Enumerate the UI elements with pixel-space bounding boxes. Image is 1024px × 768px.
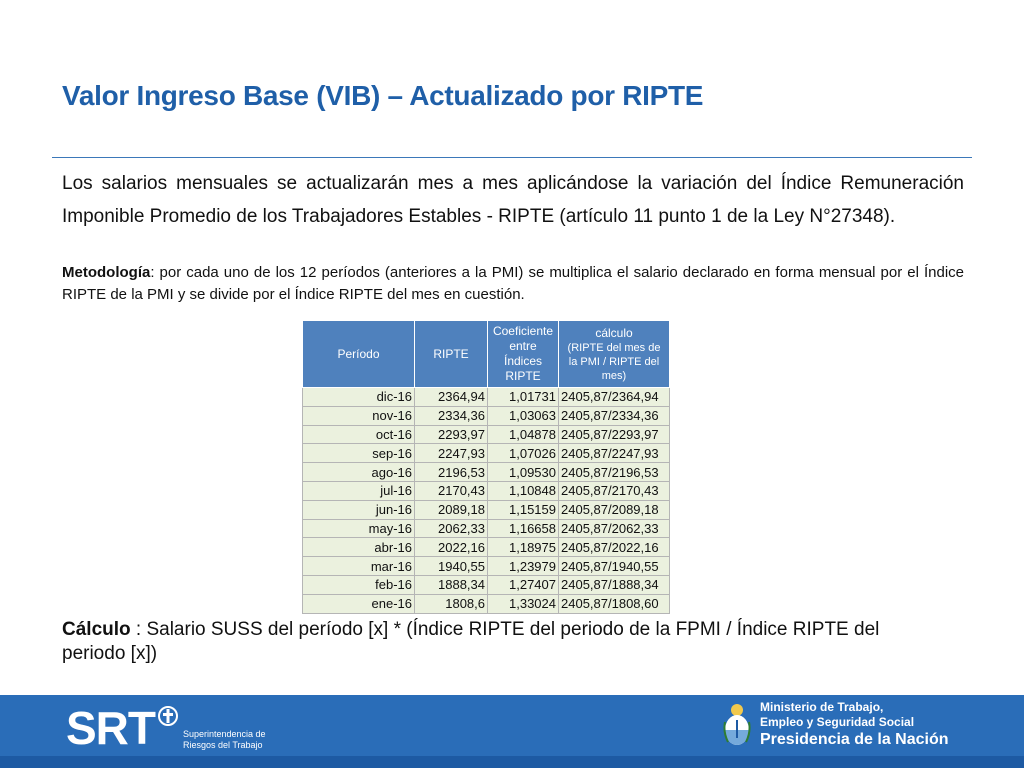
header-coeficiente (488, 321, 559, 388)
table-row (303, 481, 670, 500)
srt-logo (66, 703, 266, 753)
title-divider (52, 157, 972, 158)
table-row (303, 519, 670, 538)
cell-coeficiente: 1,07026 (488, 444, 559, 463)
cell-periodo: jun-16 (303, 500, 415, 519)
cell-ripte: 2364,94 (415, 388, 488, 407)
header-calculo-sub: (RIPTE del mes de (567, 341, 661, 354)
cell-calculo: 2405,87/2247,93 (559, 444, 670, 463)
cell-periodo: dic-16 (303, 388, 415, 407)
cell-coeficiente: 1,03063 (488, 406, 559, 425)
cell-periodo: oct-16 (303, 425, 415, 444)
cell-periodo: nov-16 (303, 406, 415, 425)
cell-calculo: 2405,87/1808,60 (559, 594, 670, 613)
ministry-line-3: Presidencia de la Nación (760, 731, 949, 748)
footer-bottom-strip (0, 756, 1024, 768)
cell-ripte: 2334,36 (415, 406, 488, 425)
srt-sub-line: Riesgos del Trabajo (183, 740, 263, 750)
table-row (303, 500, 670, 519)
cell-ripte: 2196,53 (415, 463, 488, 482)
cell-periodo: ago-16 (303, 463, 415, 482)
cell-coeficiente: 1,16658 (488, 519, 559, 538)
calc-label: Cálculo (62, 619, 131, 640)
header-ripte: RIPTE (415, 321, 488, 388)
cell-calculo: 2405,87/2170,43 (559, 481, 670, 500)
cell-periodo: feb-16 (303, 575, 415, 594)
cell-coeficiente: 1,15159 (488, 500, 559, 519)
cell-calculo: 2405,87/2089,18 (559, 500, 670, 519)
cell-coeficiente: 1,01731 (488, 388, 559, 407)
cell-ripte: 2022,16 (415, 538, 488, 557)
table-row (303, 594, 670, 613)
cell-ripte: 2062,33 (415, 519, 488, 538)
ministry-line-1: Ministerio de Trabajo, (760, 700, 884, 714)
header-calculo-title: cálculo (595, 325, 633, 340)
methodology-paragraph (62, 262, 964, 306)
cell-calculo: 2405,87/1888,34 (559, 575, 670, 594)
ministry-line-2: Empleo y Seguridad Social (760, 715, 915, 729)
table-header-row (303, 321, 670, 388)
cell-periodo: mar-16 (303, 557, 415, 576)
table-row (303, 575, 670, 594)
cell-periodo: jul-16 (303, 481, 415, 500)
cell-periodo: ene-16 (303, 594, 415, 613)
header-calculo-sub: la PMI / RIPTE del (568, 355, 660, 368)
cell-ripte: 2247,93 (415, 444, 488, 463)
table-row (303, 388, 670, 407)
cell-periodo: may-16 (303, 519, 415, 538)
cell-coeficiente: 1,10848 (488, 481, 559, 500)
slide-title: Valor Ingreso Base (VIB) – Actualizado por RIPTE (62, 80, 704, 111)
argentina-coat-of-arms-icon (722, 702, 752, 748)
cell-calculo: 2405,87/2062,33 (559, 519, 670, 538)
cell-calculo: 2405,87/2293,97 (559, 425, 670, 444)
cell-coeficiente: 1,27407 (488, 575, 559, 594)
cell-ripte: 2170,43 (415, 481, 488, 500)
cell-calculo: 2405,87/2022,16 (559, 538, 670, 557)
cell-coeficiente: 1,23979 (488, 557, 559, 576)
methodology-text: : por cada uno de los 12 períodos (anteriores a la PMI) se multiplica el salario declarado en forma mensual por el Índice RIPTE de la PMI y se divide por el Índice RIPTE del mes en cuestión. (62, 264, 964, 303)
calculation-paragraph (62, 618, 942, 666)
table-row (303, 463, 670, 482)
srt-logo-text: SRT (66, 702, 155, 754)
srt-logo-subtitle (183, 705, 266, 751)
ministry-text (760, 700, 949, 750)
methodology-label: Metodología (62, 264, 151, 281)
table-row (303, 557, 670, 576)
header-calculo (559, 321, 670, 388)
cell-calculo: 2405,87/2364,94 (559, 388, 670, 407)
table-row (303, 425, 670, 444)
header-coef-line: Coeficiente (492, 324, 554, 338)
srt-sub-line: Superintendencia de (183, 729, 266, 739)
header-coef-line: entre (509, 339, 537, 353)
calc-text: : Salario SUSS del período [x] * (Índice RIPTE del periodo de la FPMI / Índice RIPTE del periodo [x]) (62, 619, 880, 664)
ministry-logo (722, 700, 949, 750)
cell-ripte: 1888,34 (415, 575, 488, 594)
srt-emblem-icon (157, 705, 179, 727)
cell-coeficiente: 1,33024 (488, 594, 559, 613)
cell-coeficiente: 1,04878 (488, 425, 559, 444)
header-calculo-sub: mes) (601, 369, 627, 382)
cell-calculo: 2405,87/1940,55 (559, 557, 670, 576)
cell-ripte: 2293,97 (415, 425, 488, 444)
header-coef-line: RIPTE (505, 369, 541, 383)
cell-periodo: sep-16 (303, 444, 415, 463)
header-periodo: Período (303, 321, 415, 388)
cell-ripte: 1808,6 (415, 594, 488, 613)
table-row (303, 538, 670, 557)
table-row (303, 444, 670, 463)
header-coef-line: Índices (503, 354, 543, 368)
cell-coeficiente: 1,09530 (488, 463, 559, 482)
table-body (303, 388, 670, 614)
cell-ripte: 2089,18 (415, 500, 488, 519)
table-row (303, 406, 670, 425)
cell-periodo: abr-16 (303, 538, 415, 557)
ripte-table (302, 320, 670, 614)
cell-coeficiente: 1,18975 (488, 538, 559, 557)
cell-calculo: 2405,87/2334,36 (559, 406, 670, 425)
cell-calculo: 2405,87/2196,53 (559, 463, 670, 482)
cell-ripte: 1940,55 (415, 557, 488, 576)
intro-paragraph: Los salarios mensuales se actualizarán mes a mes aplicándose la variación del Índice Remuneración Imponible Promedio de los Trabajadores Estables - RIPTE (artículo 11 punto 1 de la Ley N°27348). (62, 173, 964, 227)
